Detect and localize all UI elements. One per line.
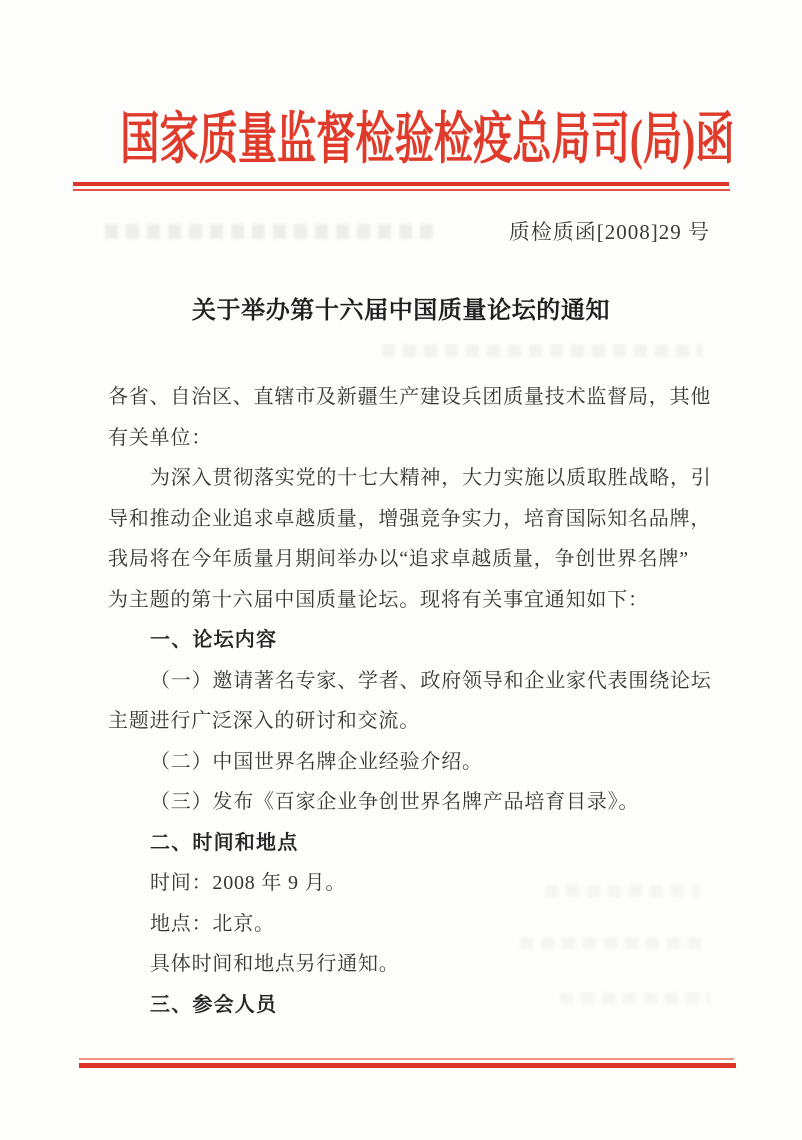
footer-rule-thin [79, 1058, 734, 1060]
bleed-through-artifact [382, 344, 702, 357]
body-line-item: （二）中国世界名牌企业经验介绍。 [150, 750, 483, 773]
body-line-salutation: 有关单位： [108, 426, 212, 449]
body-line-paragraph: 为深入贯彻落实党的十七大精神，大力实施以质取胜战略，引 [150, 467, 712, 489]
body-line-note: 具体时间和地点另行通知。 [150, 953, 400, 975]
body-line-salutation: 各省、自治区、直辖市及新疆生产建设兵团质量技术监督局，其他 [108, 386, 712, 408]
body-line-time: 时间：2008 年 9 月。 [150, 872, 347, 894]
body-line-place: 地点：北京。 [150, 912, 275, 935]
letterhead-title: 国家质量监督检验检疫总局司(局)函 [120, 109, 735, 171]
document-number: 质检质函[2008]29 号 [508, 220, 710, 244]
body-line-paragraph: 导和推动企业追求卓越质量，增强竞争实力，培育国际知名品牌， [108, 507, 712, 530]
body-line-item: （一）邀请著名专家、学者、政府领导和企业家代表围绕论坛 [150, 669, 712, 692]
body-line-item: （三）发布《百家企业争创世界名牌产品培育目录》。 [150, 791, 640, 813]
footer-rule-thick [79, 1063, 736, 1068]
body-line-item: 主题进行广泛深入的研讨和交流。 [108, 710, 420, 732]
document-body [108, 377, 728, 1025]
body-line-paragraph: 我局将在今年质量月期间举办以“追求卓越质量，争创世界名牌” [108, 548, 689, 570]
section-heading-2: 二、时间和地点 [150, 831, 299, 854]
header-rule-thick [73, 182, 729, 186]
document-title: 关于举办第十六届中国质量论坛的通知 [191, 298, 611, 324]
bleed-through-artifact [105, 224, 435, 239]
body-line-paragraph: 为主题的第十六届中国质量论坛。现将有关事宜通知如下： [108, 588, 649, 611]
section-heading-3: 三、参会人员 [150, 993, 278, 1016]
header-rule-thin [73, 189, 730, 191]
section-heading-1: 一、论坛内容 [150, 629, 278, 651]
